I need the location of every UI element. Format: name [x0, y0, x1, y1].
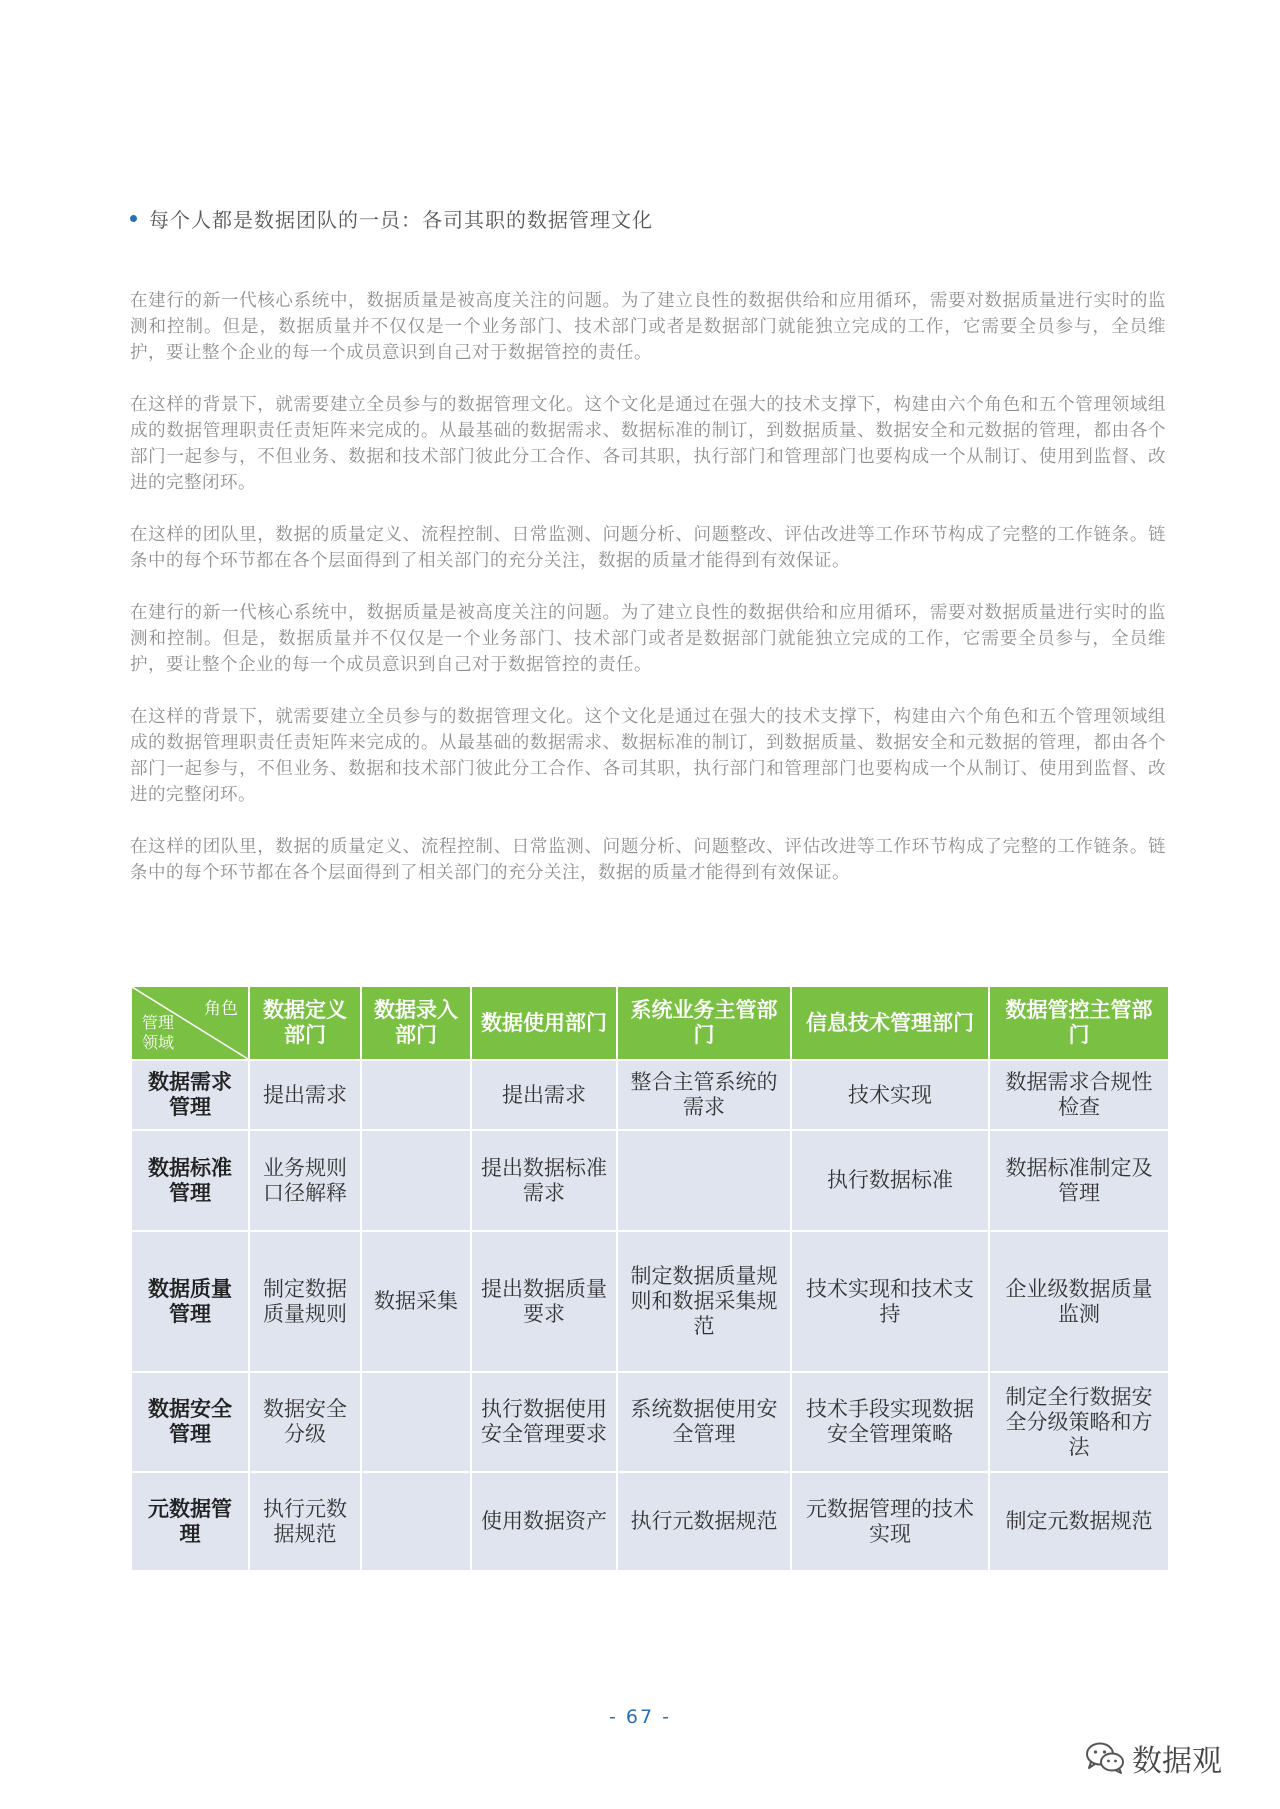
table-cell: 使用数据资产	[471, 1472, 617, 1571]
bullet-dot-icon	[130, 215, 137, 222]
section-title: 每个人都是数据团队的一员：各司其职的数据管理文化	[149, 208, 653, 232]
row-header: 元数据管理	[131, 1472, 249, 1571]
corner-domain-label: 管理领域	[142, 1013, 175, 1052]
table-cell: 元数据管理的技术实现	[791, 1472, 989, 1571]
table-cell: 数据安全分级	[249, 1372, 361, 1472]
table-cell: 数据标准制定及管理	[989, 1130, 1169, 1231]
table-cell: 数据采集	[361, 1231, 471, 1372]
paragraph: 在这样的背景下，就需要建立全员参与的数据管理文化。这个文化是通过在强大的技术支撑下，构建由六个角色和五个管理领域组成的数据管理职责任责矩阵来完成的。从最基础的数据需求、数据标准的制订，到数据质量、数据安全和元数据的管理，都由各个部门一起参与，不但业务、数据和技术部门彼此分工合作、各司其职，执行部门和管理部门也要构成一个从制订、使用到监督、改进的完整闭环。	[130, 707, 1166, 805]
table-cell: 制定元数据规范	[989, 1472, 1169, 1571]
column-header: 系统业务主管部门	[617, 986, 791, 1060]
paragraph: 在建行的新一代核心系统中，数据质量是被高度关注的问题。为了建立良性的数据供给和应用循环，需要对数据质量进行实时的监测和控制。但是，数据质量并不仅仅是一个业务部门、技术部门或者是数据部门就能独立完成的工作，它需要全员参与，全员维护，要让整个企业的每一个成员意识到自己对于数据管控的责任。	[130, 291, 1166, 363]
table-row	[131, 1130, 1169, 1231]
table-row	[131, 1231, 1169, 1372]
table-cell	[361, 1372, 471, 1472]
page-number: - 67 -	[609, 1706, 671, 1728]
column-header: 数据管控主管部门	[989, 986, 1169, 1060]
body-text	[130, 288, 1166, 912]
table-cell: 制定数据质量规则	[249, 1231, 361, 1372]
table-cell: 技术手段实现数据安全管理策略	[791, 1372, 989, 1472]
column-header: 数据使用部门	[471, 986, 617, 1060]
table-cell: 执行元数据规范	[617, 1472, 791, 1571]
table-cell: 整合主管系统的需求	[617, 1060, 791, 1130]
table-cell: 技术实现和技术支持	[791, 1231, 989, 1372]
watermark	[1084, 1736, 1222, 1780]
row-header: 数据安全管理	[131, 1372, 249, 1472]
row-header: 数据需求管理	[131, 1060, 249, 1130]
matrix-corner-cell	[131, 986, 249, 1060]
row-header: 数据标准管理	[131, 1130, 249, 1231]
table-cell: 提出需求	[471, 1060, 617, 1130]
paragraph: 在这样的团队里，数据的质量定义、流程控制、日常监测、问题分析、问题整改、评估改进等工作环节构成了完整的工作链条。链条中的每个环节都在各个层面得到了相关部门的充分关注，数据的质量才能得到有效保证。	[130, 837, 1166, 883]
table-cell: 系统数据使用安全管理	[617, 1372, 791, 1472]
table-cell	[361, 1472, 471, 1571]
paragraph: 在这样的团队里，数据的质量定义、流程控制、日常监测、问题分析、问题整改、评估改进等工作环节构成了完整的工作链条。链条中的每个环节都在各个层面得到了相关部门的充分关注，数据的质量才能得到有效保证。	[130, 525, 1166, 571]
paragraph: 在这样的背景下，就需要建立全员参与的数据管理文化。这个文化是通过在强大的技术支撑下，构建由六个角色和五个管理领域组成的数据管理职责任责矩阵来完成的。从最基础的数据需求、数据标准的制订，到数据质量、数据安全和元数据的管理，都由各个部门一起参与，不但业务、数据和技术部门彼此分工合作、各司其职，执行部门和管理部门也要构成一个从制订、使用到监督、改进的完整闭环。	[130, 395, 1166, 493]
paragraph: 在建行的新一代核心系统中，数据质量是被高度关注的问题。为了建立良性的数据供给和应用循环，需要对数据质量进行实时的监测和控制。但是，数据质量并不仅仅是一个业务部门、技术部门或者是数据部门就能独立完成的工作，它需要全员参与，全员维护，要让整个企业的每一个成员意识到自己对于数据管控的责任。	[130, 603, 1166, 675]
table-cell: 业务规则口径解释	[249, 1130, 361, 1231]
table-row	[131, 1372, 1169, 1472]
table-row	[131, 1060, 1169, 1130]
table-cell: 制定全行数据安全分级策略和方法	[989, 1372, 1169, 1472]
wechat-icon	[1084, 1741, 1126, 1775]
table-cell: 数据需求合规性检查	[989, 1060, 1169, 1130]
table-cell: 执行元数据规范	[249, 1472, 361, 1571]
table-cell: 执行数据使用安全管理要求	[471, 1372, 617, 1472]
column-header: 数据定义部门	[249, 986, 361, 1060]
column-header: 信息技术管理部门	[791, 986, 989, 1060]
table-cell: 企业级数据质量监测	[989, 1231, 1169, 1372]
section-heading	[130, 204, 653, 233]
table-cell	[361, 1060, 471, 1130]
column-header: 数据录入部门	[361, 986, 471, 1060]
table-cell: 提出数据质量要求	[471, 1231, 617, 1372]
table-cell: 提出数据标准需求	[471, 1130, 617, 1231]
corner-role-label: 角色	[204, 999, 238, 1019]
responsibility-matrix	[130, 985, 1170, 1572]
table-cell: 执行数据标准	[791, 1130, 989, 1231]
table-row	[131, 1472, 1169, 1571]
table-cell: 提出需求	[249, 1060, 361, 1130]
table-cell: 制定数据质量规则和数据采集规范	[617, 1231, 791, 1372]
matrix-header-row	[131, 986, 1169, 1060]
row-header: 数据质量管理	[131, 1231, 249, 1372]
table-cell	[361, 1130, 471, 1231]
watermark-text: 数据观	[1132, 1744, 1222, 1779]
table-cell	[617, 1130, 791, 1231]
table-cell: 技术实现	[791, 1060, 989, 1130]
